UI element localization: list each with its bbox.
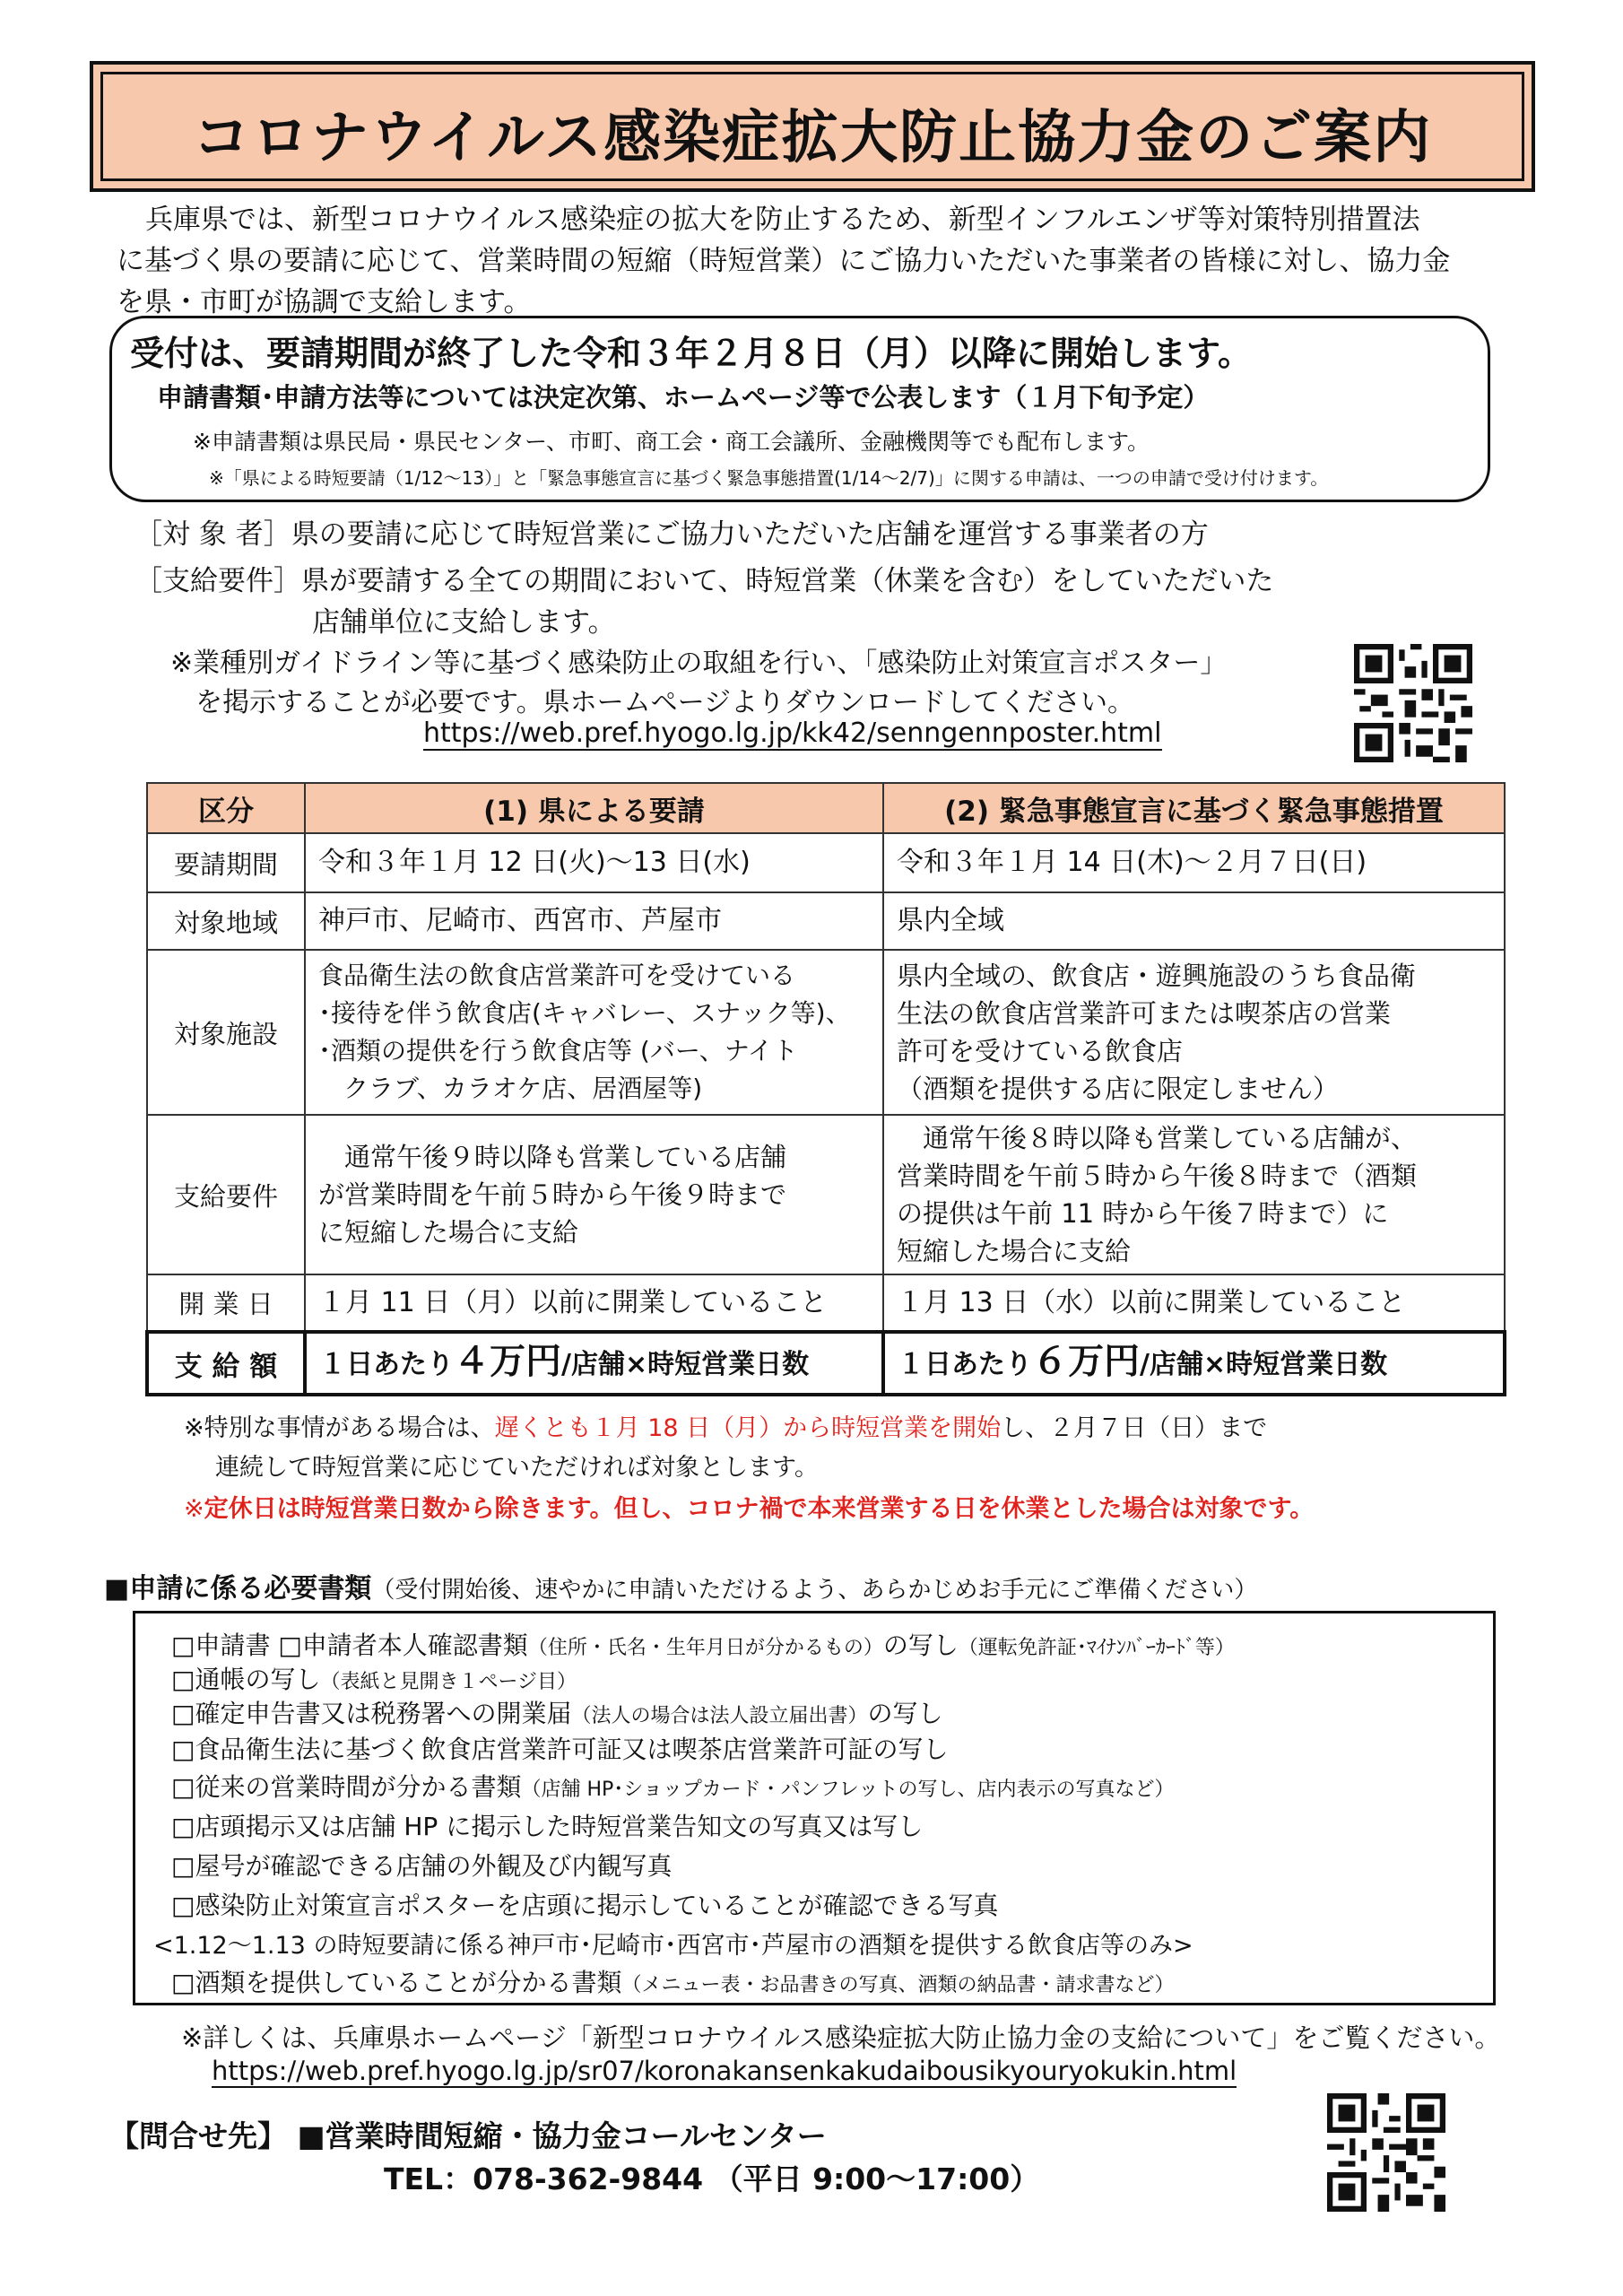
facility-a-line: ･酒類の提供を行う飲食店等 (バー、ナイト bbox=[318, 1036, 798, 1065]
qr-code-icon bbox=[1354, 644, 1472, 762]
area-b: 県内全域 bbox=[883, 892, 1505, 950]
special-note-cont: 連続して時短営業に応じていただければ対象とします。 bbox=[215, 1454, 819, 1482]
target-row bbox=[135, 511, 1209, 552]
row-label: 支給要件 bbox=[147, 1115, 305, 1274]
guide-note bbox=[170, 644, 1227, 723]
condition-b-line: 営業時間を午前５時から午後８時まで（酒類 bbox=[897, 1161, 1418, 1191]
condition-text-cont: 店舗単位に支給します。 bbox=[312, 606, 616, 639]
row-label: 対象施設 bbox=[147, 950, 305, 1115]
opening-a: １月 11 日（月）以前に開業していること bbox=[305, 1274, 883, 1332]
doc-item: □申請書 □申請者本人確認書類（住所・氏名・生年月日が分かるもの）の写し（運転免許証･ﾏｲﾅﾝﾊﾞｰｶｰﾄﾞ等） bbox=[171, 1631, 1235, 1660]
doc-item: □従来の営業時間が分かる書類（店舗 HP･ショップカード・パンフレットの写し、店内表示の写真など） bbox=[171, 1772, 1175, 1802]
facility-a-line: ･接待を伴う飲食店(キャバレー、スナック等)、 bbox=[318, 998, 851, 1028]
amount-suffix: /店舗×時短営業日数 bbox=[561, 1349, 810, 1380]
docs-heading-note: （受付開始後、速やかに申請いただけるよう、あらかじめお手元にご準備ください） bbox=[371, 1577, 1258, 1604]
facility-a-line: クラブ、カラオケ店、居酒屋等) bbox=[318, 1074, 703, 1103]
facility-a-line: 食品衛生法の飲食店営業許可を受けている bbox=[318, 961, 796, 990]
guide-note-line: ※業種別ガイドライン等に基づく感染防止の取組を行い、「感染防止対策宣言ポスター」 bbox=[170, 648, 1228, 679]
table-header: (2) 緊急事態宣言に基づく緊急事態措置 bbox=[883, 783, 1505, 833]
special-note bbox=[184, 1408, 1267, 1443]
notice-sub: 申請書類･申請方法等については決定次第、ホームページ等で公表します（１月下旬予定） bbox=[157, 382, 1210, 413]
period-a: 令和３年１月 12 日(火)～13 日(水) bbox=[305, 833, 883, 892]
table-row bbox=[147, 1115, 1505, 1274]
condition-label: ［支給要件］ bbox=[135, 565, 301, 597]
footer-note: ※詳しくは、兵庫県ホームページ「新型コロナウイルス感染症拡大防止協力金の支給について」をご覧ください。 bbox=[181, 2022, 1501, 2053]
intro-paragraph bbox=[117, 199, 1533, 323]
intro-line: に基づく県の要請に応じて、営業時間の短縮（時短営業）にご協力いただいた事業者の皆様に対し、協力金 bbox=[117, 245, 1451, 277]
doc-item: □感染防止対策宣言ポスターを店頭に掲示していることが確認できる写真 bbox=[171, 1891, 999, 1920]
opening-b: １月 13 日（水）以前に開業していること bbox=[883, 1274, 1505, 1332]
amount-value: ４万円 bbox=[454, 1341, 561, 1382]
qr-code-icon bbox=[1327, 2093, 1445, 2212]
footer-url-link[interactable]: https://web.pref.hyogo.lg.jp/sr07/koronakansenkakudaibousikyouryokukin.html bbox=[212, 2056, 1237, 2086]
special-note-text: し、２月７日（日）まで bbox=[1001, 1414, 1268, 1442]
amount-value: ６万円 bbox=[1032, 1341, 1140, 1382]
amount-b bbox=[883, 1332, 1505, 1395]
table-header-row bbox=[147, 783, 1505, 833]
facility-b bbox=[883, 950, 1505, 1115]
special-note-text: ※特別な事情がある場合は、 bbox=[184, 1414, 495, 1442]
notice-box bbox=[109, 316, 1490, 502]
condition-b bbox=[883, 1115, 1505, 1274]
condition-a bbox=[305, 1115, 883, 1274]
doc-item: □確定申告書又は税務署への開業届（法人の場合は法人設立届出書）の写し bbox=[171, 1699, 943, 1728]
table-header: (1) 県による要請 bbox=[305, 783, 883, 833]
condition-a-line: が営業時間を午前５時から午後９時まで bbox=[318, 1179, 787, 1210]
holiday-note bbox=[184, 1489, 1314, 1524]
intro-line: を県・市町が協調で支給します。 bbox=[117, 286, 532, 318]
table-row-amount bbox=[147, 1332, 1505, 1395]
doc-item: □屋号が確認できる店舗の外観及び内観写真 bbox=[171, 1851, 673, 1881]
row-label: 開 業 日 bbox=[147, 1274, 305, 1332]
support-table bbox=[145, 782, 1506, 1396]
note-mark: ※ bbox=[184, 1495, 204, 1523]
page-title: コロナウイルス感染症拡大防止協力金のご案内 bbox=[192, 105, 1433, 171]
docs-heading bbox=[104, 1566, 1257, 1605]
doc-subheading: <1.12～1.13 の時短要請に係る神戸市･尼崎市･西宮市･芦屋市の酒類を提供する飲食店等のみ> bbox=[153, 1932, 1193, 1960]
poster-url-link[interactable]: https://web.pref.hyogo.lg.jp/kk42/senngennposter.html bbox=[423, 718, 1162, 749]
docs-heading-title: ■申請に係る必要書類 bbox=[104, 1573, 372, 1605]
row-label: 要請期間 bbox=[147, 833, 305, 892]
row-label: 対象地域 bbox=[147, 892, 305, 950]
contact-info: 【問合せ先】 ■営業時間短縮・協力金コールセンター bbox=[109, 2118, 827, 2153]
facility-b-line: 生法の飲食店営業許可または喫茶店の営業 bbox=[897, 998, 1392, 1029]
facility-b-line: （酒類を提供する店に限定しません） bbox=[897, 1074, 1340, 1104]
notice-note: ※申請書類は県民局・県民センター、市町、商工会・商工会議所、金融機関等でも配布します。 bbox=[193, 429, 1150, 455]
condition-a-line: 通常午後９時以降も営業している店舗 bbox=[318, 1142, 787, 1172]
guide-note-line: を掲示することが必要です。県ホームページよりダウンロードしてください。 bbox=[195, 687, 1134, 718]
doc-item: □通帳の写し（表紙と見開き１ページ目） bbox=[171, 1665, 577, 1694]
table-row bbox=[147, 833, 1505, 892]
doc-item: □食品衛生法に基づく飲食店営業許可証又は喫茶店営業許可証の写し bbox=[171, 1735, 949, 1764]
title-banner bbox=[90, 61, 1535, 192]
amount-a bbox=[305, 1332, 883, 1395]
table-row bbox=[147, 1274, 1505, 1332]
facility-b-line: 許可を受けている飲食店 bbox=[897, 1036, 1184, 1066]
amount-prefix: １日あたり bbox=[898, 1349, 1032, 1380]
holiday-note-text: 定休日は時短営業日数から除きます。但し、コロナ禍で本来営業する日を休業とした場合は対象です。 bbox=[204, 1495, 1315, 1523]
period-b: 令和３年１月 14 日(木)～２月７日(日) bbox=[883, 833, 1505, 892]
area-a: 神戸市、尼崎市、西宮市、芦屋市 bbox=[305, 892, 883, 950]
amount-prefix: １日あたり bbox=[319, 1349, 454, 1380]
table-header: 区分 bbox=[147, 783, 305, 833]
row-label: 支 給 額 bbox=[147, 1332, 305, 1395]
facility-a bbox=[305, 950, 883, 1115]
phone-number: TEL：078-362-9844 （平日 9:00～17:00） bbox=[384, 2161, 1040, 2196]
table-row bbox=[147, 892, 1505, 950]
condition-a-line: に短縮した場合に支給 bbox=[318, 1217, 579, 1248]
condition-row bbox=[135, 558, 1273, 598]
target-label: ［対 象 者］ bbox=[135, 518, 291, 551]
notice-main: 受付は、要請期間が終了した令和３年２月８日（月）以降に開始します。 bbox=[130, 334, 1252, 373]
notice-note: ※「県による時短要請（1/12～13）」と「緊急事態宣言に基づく緊急事態措置(1/14～2/7)」に関する申請は、一つの申請で受け付けます。 bbox=[209, 467, 1329, 489]
condition-text: 県が要請する全ての期間において、時短営業（休業を含む）をしていただいた bbox=[301, 565, 1274, 597]
table-row bbox=[147, 950, 1505, 1115]
intro-line: 兵庫県では、新型コロナウイルス感染症の拡大を防止するため、新型インフルエンザ等対策特別措置法 bbox=[145, 204, 1420, 236]
condition-b-line: 短縮した場合に支給 bbox=[897, 1236, 1132, 1266]
condition-b-line: 通常午後８時以降も営業している店舗が、 bbox=[897, 1123, 1418, 1153]
condition-b-line: の提供は午前 11 時から午後７時まで）に bbox=[897, 1198, 1389, 1229]
target-text: 県の要請に応じて時短営業にご協力いただいた店舗を運営する事業者の方 bbox=[291, 518, 1209, 551]
docs-box bbox=[133, 1611, 1496, 2005]
doc-item: □酒類を提供していることが分かる書類（メニュー表・お品書きの写真、酒類の納品書・請求書など） bbox=[171, 1968, 1175, 1997]
facility-b-line: 県内全域の、飲食店・遊興施設のうち食品衛 bbox=[897, 961, 1416, 991]
amount-suffix: /店舗×時短営業日数 bbox=[1140, 1349, 1388, 1380]
doc-item: □店頭掲示又は店舗 HP に掲示した時短営業告知文の写真又は写し bbox=[171, 1812, 924, 1841]
special-note-highlight: 遅くとも１月 18 日（月）から時短営業を開始 bbox=[494, 1414, 1002, 1442]
